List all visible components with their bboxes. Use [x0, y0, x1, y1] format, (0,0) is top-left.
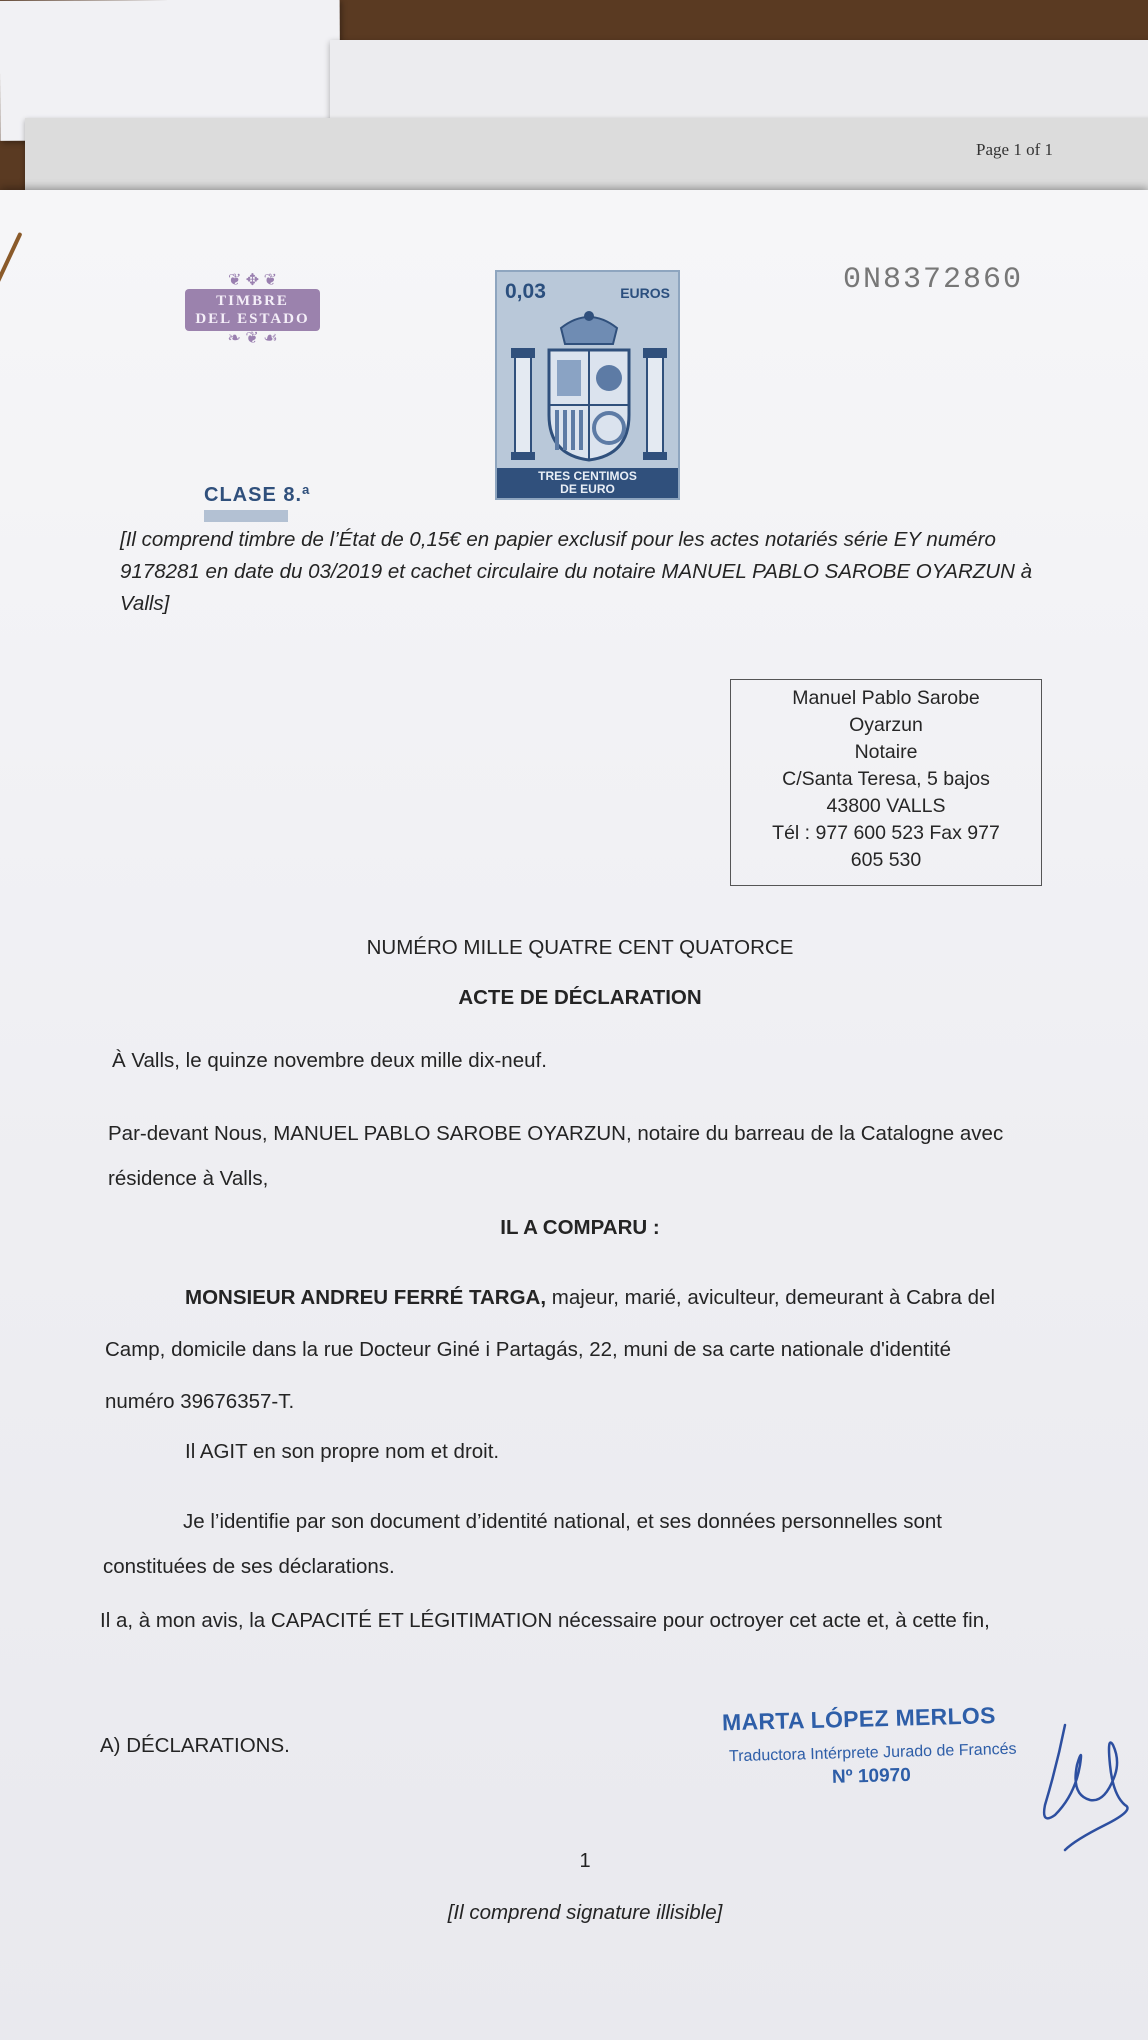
place-date: À Valls, le quinze novembre deux mille dix-neuf.: [112, 1049, 547, 1072]
timbre-line2: DEL ESTADO: [195, 310, 310, 327]
bottom-ornament-icon: ❧ ❦ ☙: [227, 329, 278, 347]
timbre-del-estado-stamp: [180, 262, 325, 357]
translator-stamp: [721, 1702, 1052, 1788]
notary-address-box: [730, 679, 1042, 886]
page-number: 1: [579, 1850, 591, 1872]
tax-band-line1: TRES CENTIMOS: [538, 469, 637, 483]
notary-name-line1: Manuel Pablo Sarobe: [792, 687, 980, 709]
intro-line1: Par-devant Nous, MANUEL PABLO SAROBE OYARZUN, notaire du barreau de la Catalogne avec: [108, 1122, 1004, 1145]
tax-stamp-band: [497, 468, 678, 498]
translator-role: Traductora Intérprete Jurado de Francés: [728, 1740, 1017, 1766]
party-paragraph: [105, 1273, 1065, 1427]
clase-bar: [204, 510, 288, 522]
page-of-label: Page 1 of 1: [976, 140, 1053, 159]
tax-stamp: [495, 270, 680, 500]
translation-note: [Il comprend timbre de l’État de 0,15€ en papier exclusif pour les actes notariés série EY numéro 9178281 en date du 03/2019 et cachet circulaire du notaire MANUEL PABLO SAROBE OYARZUN à Valls]: [120, 528, 1032, 615]
tax-stamp-currency: EUROS: [620, 285, 670, 301]
identify-line2: constituées de ses déclarations.: [103, 1555, 395, 1578]
notary-street: C/Santa Teresa, 5 bajos: [782, 768, 990, 790]
party-line1-rest: majeur, marié, aviculteur, demeurant à Cabra del: [546, 1286, 995, 1309]
party-line1: [105, 1273, 1065, 1323]
intro-paragraph: [108, 1105, 1068, 1195]
party-name: MONSIEUR ANDREU FERRÉ TARGA,: [185, 1286, 547, 1309]
notary-city: 43800 VALLS: [826, 795, 946, 817]
serial-number: 0N8372860: [843, 263, 1024, 297]
section-a-heading: A) DÉCLARATIONS.: [100, 1734, 290, 1757]
signature-note: [Il comprend signature illisible]: [447, 1901, 723, 1924]
translator-name: MARTA LÓPEZ MERLOS: [721, 1702, 997, 1736]
party-line3: numéro 39676357-T.: [105, 1390, 295, 1413]
handwritten-signature: [1035, 1705, 1145, 1855]
intro-line2: résidence à Valls,: [108, 1167, 269, 1190]
translator-number: Nº 10970: [831, 1764, 912, 1788]
acts-statement: Il AGIT en son propre nom et droit.: [185, 1440, 500, 1463]
notary-title: Notaire: [854, 741, 918, 763]
notary-phone-line2: 605 530: [850, 849, 922, 871]
appeared-heading: IL A COMPARU :: [500, 1216, 660, 1239]
clase-label: CLASE 8.ª: [204, 484, 311, 506]
tax-stamp-value: 0,03: [505, 280, 546, 303]
number-title: NUMÉRO MILLE QUATRE CENT QUATORCE: [366, 936, 794, 959]
capacity-statement: Il a, à mon avis, la CAPACITÉ ET LÉGITIMATION nécessaire pour octroyer cet acte et, à cette fin,: [100, 1609, 990, 1632]
act-title: ACTE DE DÉCLARATION: [458, 986, 702, 1009]
identify-line1: Je l’identifie par son document d’identité national, et ses données personnelles sont: [183, 1510, 942, 1533]
notary-name-line2: Oyarzun: [849, 714, 923, 736]
timbre-plate: [185, 289, 319, 331]
coat-of-arms-icon: [509, 310, 669, 465]
timbre-line1: TIMBRE: [216, 292, 289, 309]
identify-paragraph: [103, 1495, 1063, 1585]
notary-phone-line1: Tél : 977 600 523 Fax 977: [772, 822, 1000, 844]
crown-ornament-icon: ❦ ✥ ❦: [227, 271, 278, 289]
party-line2: Camp, domicile dans la rue Docteur Giné i Partagás, 22, muni de sa carte nationale d'identité: [105, 1338, 952, 1361]
tax-band-line2: DE EURO: [560, 482, 615, 496]
